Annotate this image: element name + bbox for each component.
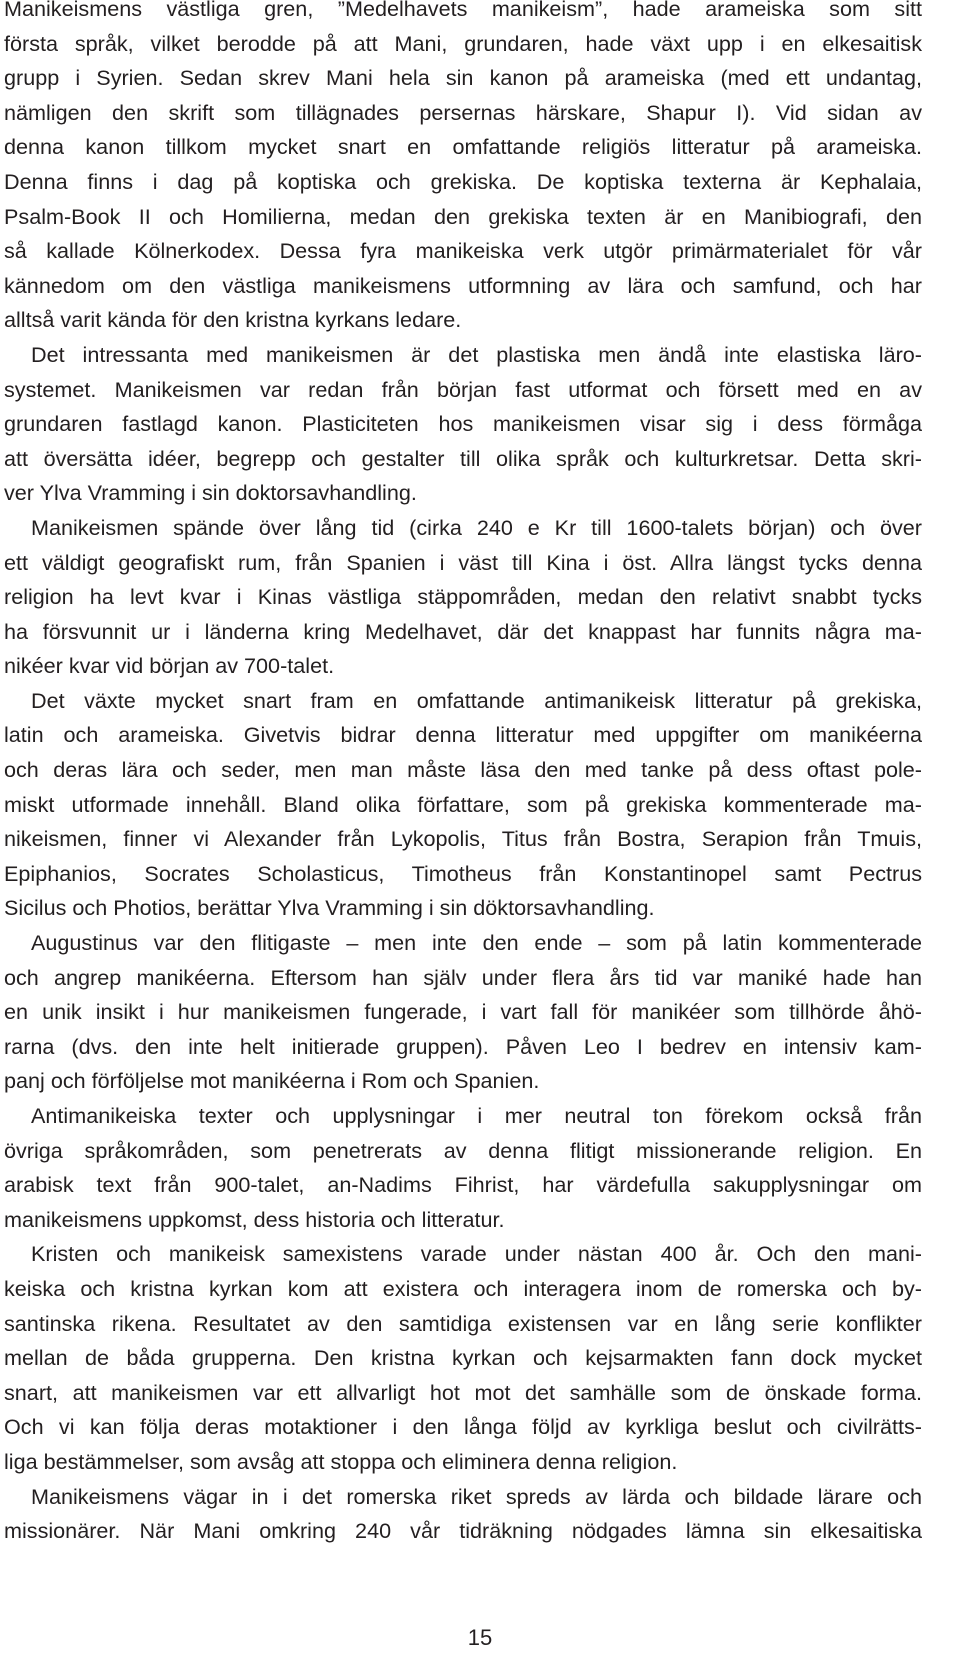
paragraph <box>4 0 922 338</box>
text-line: kännedom om den västliga manikeismens utformning av lära och samfund, och har <box>4 272 922 298</box>
text-line: och angrep manikéerna. Eftersom han själv under flera års tid var maniké hade han <box>4 964 922 990</box>
text-line: att översätta idéer, begrepp och gestalter till olika språk och kulturkretsar. Detta skri- <box>4 445 922 471</box>
text-line: Epiphanios, Socrates Scholasticus, Timotheus från Konstantinopel samt Pectrus <box>4 860 922 886</box>
text-line: Det intressanta med manikeismen är det plastiska men ändå inte elastiska läro- <box>31 341 922 367</box>
body-text <box>4 0 922 1549</box>
text-line: Manikeismens västliga gren, ”Medelhavets manikeism”, hade arameiska som sitt <box>4 0 922 21</box>
text-line: ver Ylva Vramming i sin doktorsavhandling. <box>4 480 417 506</box>
text-line: ha försvunnit ur i länderna kring Medelhavet, där det knappast har funnits några ma- <box>4 618 922 644</box>
page-number: 15 <box>467 1625 493 1650</box>
text-line: så kallade Kölnerkodex. Dessa fyra manikeiska verk utgör primärmaterialet för vår <box>4 238 922 264</box>
text-line: nikéer kvar vid början av 700-talet. <box>4 653 335 679</box>
text-line: grupp i Syrien. Sedan skrev Mani hela sin kanon på arameiska (med ett undantag, <box>4 65 922 91</box>
text-line: Augustinus var den flitigaste – men inte den ende – som på latin kommenterade <box>31 930 922 956</box>
text-line: latin och arameiska. Givetvis bidrar denna litteratur med uppgifter om manikéerna <box>4 722 922 748</box>
text-line: rarna (dvs. den inte helt initierade gruppen). Påven Leo I bedrev en intensiv kam- <box>4 1033 922 1059</box>
text-line: Manikeismens vägar in i det romerska riket spreds av lärda och bildade lärare och <box>31 1483 922 1509</box>
text-line: Det växte mycket snart fram en omfattande antimanikeisk litteratur på grekiska, <box>31 687 922 713</box>
paragraph <box>4 1099 922 1237</box>
text-line: santinska rikena. Resultatet av den samtidiga existensen var en lång serie konflikter <box>4 1310 922 1336</box>
text-line: keiska och kristna kyrkan kom att existera och interagera inom de romerska och by- <box>4 1275 922 1301</box>
text-line: nämligen den skrift som tillägnades persernas härskare, Shapur I). Vid sidan av <box>4 99 922 125</box>
paragraph <box>4 926 922 1099</box>
text-line: panj och förföljelse mot manikéerna i Rom och Spanien. <box>4 1068 540 1094</box>
text-line: alltså varit kända för den kristna kyrkans ledare. <box>4 307 462 333</box>
text-line: arabisk text från 900-talet, an-Nadims Fihrist, har värdefulla sakupplysningar om <box>4 1172 922 1198</box>
text-line: Denna finns i dag på koptiska och grekiska. De koptiska texterna är Kephalaia, <box>4 168 922 194</box>
text-line: snart, att manikeismen var ett allvarligt hot mot det samhälle som de önskade forma. <box>4 1379 922 1405</box>
text-line: liga bestämmelser, som avsåg att stoppa och eliminera denna religion. <box>4 1448 678 1474</box>
text-line: och deras lära och seder, men man måste läsa den med tanke på dess oftast pole- <box>4 757 922 783</box>
text-line: ett väldigt geografiskt rum, från Spanien i väst till Kina i öst. Allra längst tycks denna <box>4 549 922 575</box>
paragraph <box>4 1480 922 1549</box>
text-line: missionärer. När Mani omkring 240 vår tidräkning nödgades lämna sin elkesaitiska <box>4 1518 922 1544</box>
text-line: Psalm-Book II och Homilierna, medan den grekiska texten är en Manibiografi, den <box>4 203 922 229</box>
text-line: en unik insikt i hur manikeismen fungerade, i vart fall för manikéer som tillhörde åhö- <box>4 999 922 1025</box>
paragraph <box>4 511 922 684</box>
text-line: Antimanikeiska texter och upplysningar i mer neutral ton förekom också från <box>31 1103 922 1128</box>
text-line: denna kanon tillkom mycket snart en omfattande religiös litteratur på arameiska. <box>4 134 922 160</box>
text-line: övriga språkområden, som penetrerats av denna flitigt missionerande religion. En <box>4 1137 922 1163</box>
text-line: manikeismens uppkomst, dess historia och litteratur. <box>4 1206 505 1232</box>
text-line: nikeismen, finner vi Alexander från Lykopolis, Titus från Bostra, Serapion från Tmuis, <box>4 826 922 852</box>
text-line: Kristen och manikeisk samexistens varade under nästan 400 år. Och den mani- <box>31 1241 922 1267</box>
text-line: miskt utformade innehåll. Bland olika författare, som på grekiska kommenterade ma- <box>4 791 922 817</box>
paragraph <box>4 338 922 511</box>
text-line: Och vi kan följa deras motaktioner i den långa följd av kyrkliga beslut och civilrätts- <box>4 1414 922 1440</box>
text-line: grundaren fastlagd kanon. Plasticiteten hos manikeismen visar sig i dess förmåga <box>4 411 922 437</box>
text-line: Manikeismen spände över lång tid (cirka 240 e Kr till 1600-talets början) och över <box>31 514 922 540</box>
text-line: första språk, vilket berodde på att Mani, grundaren, hade växt upp i en elkesaitisk <box>4 30 922 56</box>
paragraph <box>4 684 922 926</box>
text-line: mellan de båda grupperna. Den kristna kyrkan och kejsarmakten fann dock mycket <box>4 1345 922 1371</box>
paragraph <box>4 1237 922 1479</box>
text-line: Sicilus och Photios, berättar Ylva Vramming i sin döktorsavhandling. <box>4 895 655 921</box>
text-line: systemet. Manikeismen var redan från början fast utformat och försett med en av <box>4 376 922 402</box>
text-line: religion ha levt kvar i Kinas västliga stäppområden, medan den relativt snabbt tycks <box>4 584 922 610</box>
